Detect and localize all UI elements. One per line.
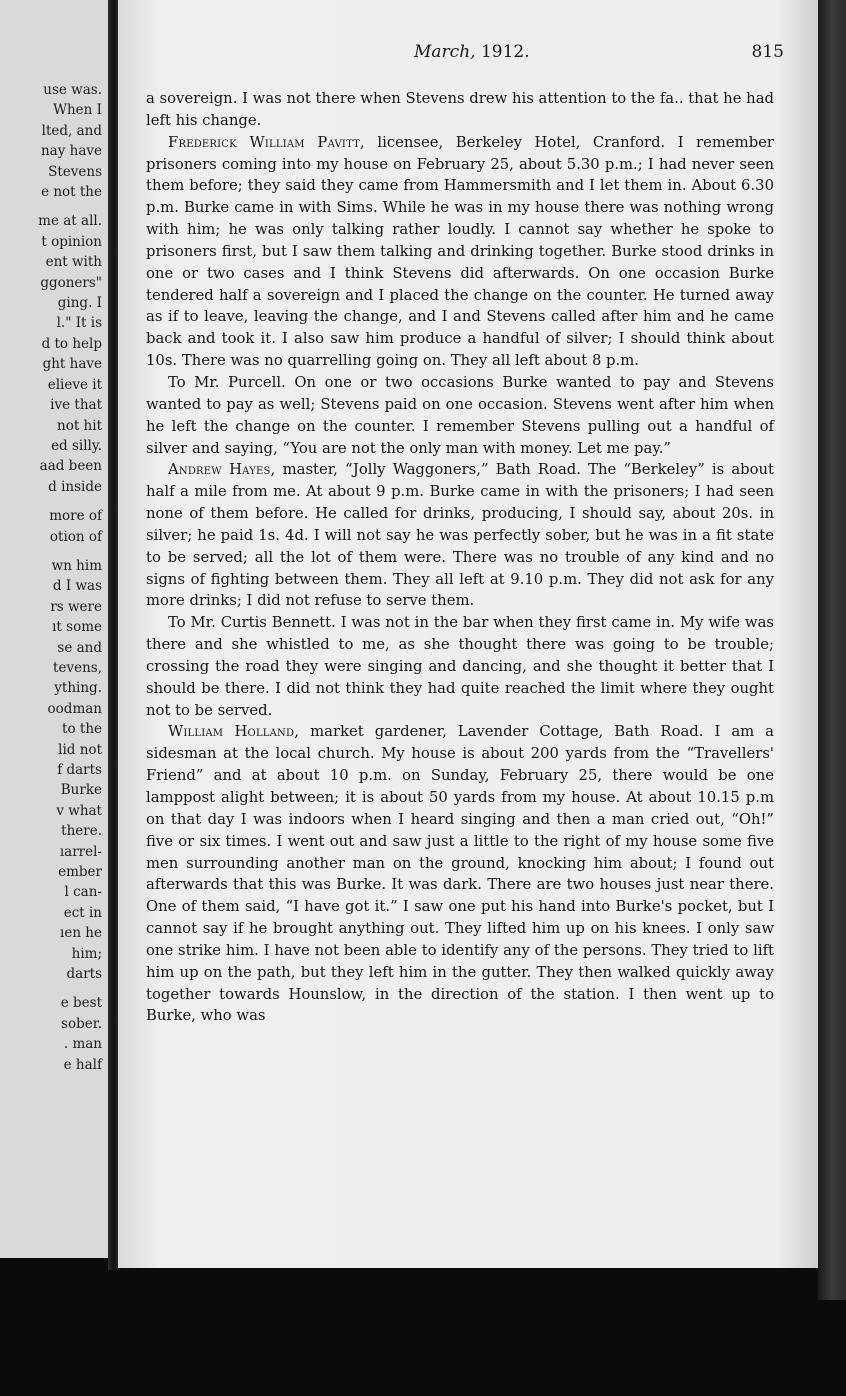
margin-line: e half (63, 1056, 102, 1073)
witness-name: Frederick William Pavitt, (168, 133, 365, 151)
margin-line: ght have (42, 356, 102, 373)
margin-line: ything. (54, 680, 102, 697)
margin-line: ive that (50, 397, 102, 414)
paragraph (146, 372, 774, 459)
margin-line: e not the (41, 184, 102, 201)
margin-line: v what (56, 802, 102, 819)
paragraph (146, 459, 774, 612)
paragraph (146, 132, 774, 372)
margin-line: . man (63, 1036, 102, 1053)
margin-line: ent with (45, 254, 102, 271)
page-number: 815 (751, 42, 784, 62)
margin-gap (0, 547, 102, 556)
margin-line: l." It is (56, 315, 102, 332)
margin-line: When I (53, 102, 102, 119)
margin-line: more of (49, 508, 102, 525)
margin-line: me at all. (38, 213, 102, 230)
paragraph (146, 612, 774, 721)
scanner-edge-shadow (818, 0, 846, 1300)
page-header (142, 42, 794, 70)
facing-page-margin-text (0, 80, 102, 1075)
margin-line: wn him (51, 557, 102, 574)
margin-line: ging. I (57, 295, 102, 312)
margin-gap (0, 984, 102, 993)
margin-line: d I was (52, 578, 102, 595)
margin-line: lid not (58, 741, 102, 758)
margin-line: ed silly. (51, 437, 102, 454)
margin-line: l can- (64, 884, 102, 901)
witness-name: Andrew Hayes, (168, 461, 276, 479)
margin-line: sober. (61, 1015, 102, 1032)
margin-line: nay have (40, 143, 102, 160)
witness-name: William Holland, (168, 723, 300, 741)
margin-line: ıen he (60, 925, 102, 942)
main-page (118, 0, 818, 1268)
margin-line: ıt some (52, 619, 102, 636)
paragraph (146, 88, 774, 132)
margin-line: him; (71, 945, 102, 962)
margin-line: Stevens (48, 163, 102, 180)
paragraph-text: market gardener, Lavender Cottage, Bath Road. I am a sidesman at the local church. My house is about 200 yards from the “Travellers' Friend” and at about 10 p.m. on Sunday, February 25, there would be one lamppost alight between; it is about 50 yards from my house. At about 10.15 p.m on that day I was indoors when I heard singing and then a man cried out, “Oh!” five or six times. I went out and saw just a little to the right of my house some five men surrounding another man on the ground, knocking him about; I found out afterwards that this was Burke. It was dark. There are two houses just near there. One of them said, “I have got it.” I saw one put his hand into Burke's pocket, but I cannot say if he brought anything out. They lifted him up on his knees. I only saw one strike him. I have not been able to identify any of the persons. They tried to lift him up on the path, but they left him in the gutter. They then walked quickly away together towards Hounslow, in the direction of the station. I then went up to Burke, who was (146, 723, 774, 1025)
paragraph-text: To Mr. Purcell. On one or two occasions Burke wanted to pay and Stevens wanted to pay as well; Stevens paid on one occasion. Stevens went after him when he left the change on the counter. I remember Stevens pulling out a handful of silver and saying, “You are not the only man with money. Let me pay.” (146, 373, 774, 457)
margin-line: darts (66, 966, 102, 983)
body-text (146, 88, 774, 1027)
margin-line: d inside (48, 478, 102, 495)
running-head (414, 42, 530, 62)
margin-line: aad been (39, 458, 102, 475)
margin-line: not hit (57, 417, 102, 434)
margin-line: ıarrel- (59, 843, 102, 860)
margin-gap (0, 202, 102, 211)
paragraph (146, 721, 774, 1027)
margin-line: d to help (41, 335, 102, 352)
margin-line: oodman (47, 700, 102, 717)
paragraph-text: master, “Jolly Waggoners,” Bath Road. The “Berkeley” is about half a mile from me. At about 9 p.m. Burke came in with the prisoners; I had seen none of them before. He called for drinks, producing, I should say, about 20s. in silver; he paid 1s. 4d. I will not say he was perfectly sober, but he was in a fit state to be served; all the lot of them were. There was no trouble of any kind and no signs of fighting between them. They all left at 9.10 p.m. They did not ask for any more drinks; I did not refuse to serve them. (146, 461, 774, 610)
paragraph-text: To Mr. Curtis Bennett. I was not in the bar when they first came in. My wife was there and she whistled to me, as she thought there was going to be trouble; crossing the road they were singing and dancing, and she thought it better that I should be there. I did not think they had quite reached the limit where they ought not to be served. (146, 614, 774, 719)
margin-line: there. (61, 823, 102, 840)
margin-line: otion of (49, 528, 102, 545)
margin-gap (0, 497, 102, 506)
paragraph-text: a sovereign. I was not there when Stevens drew his attention to the fa.. that he had left his change. (146, 90, 774, 129)
running-head-year: 1912. (480, 42, 530, 62)
margin-line: elieve it (47, 376, 102, 393)
margin-line: lted, and (41, 122, 102, 139)
margin-line: e best (60, 995, 102, 1012)
facing-page-fragment (0, 0, 111, 1258)
margin-line: ect in (63, 904, 102, 921)
margin-line: se and (57, 639, 102, 656)
margin-line: to the (62, 721, 102, 738)
margin-line: f darts (57, 762, 102, 778)
running-head-month: March, (414, 42, 476, 62)
margin-line: tevens, (53, 659, 102, 676)
margin-line: use was. (43, 82, 102, 98)
paragraph-text: licensee, Berkeley Hotel, Cranford. I remember prisoners coming into my house on February 25, about 5.30 p.m.; I had never seen them before; they said they came from Hammersmith and I let them in. About 6.30 p.m. Burke came in with Sims. While he was in my house there was nothing wrong with him; he was only talking rather loudly. I cannot say whether he spoke to prisoners first, but I saw them talking and drinking together. Burke stood drinks in one or two cases and I think Stevens did afterwards. On one occasion Burke tendered half a sovereign and I placed the change on the counter. He turned away as if to leave, leaving the change, and I and Stevens called after him and he came back and took it. I also saw him produce a handful of silver; I should think about 10s. There was no quarrelling going on. They all left about 8 p.m. (146, 133, 774, 370)
margin-line: ggoners" (40, 274, 102, 291)
book-gutter (108, 0, 118, 1270)
margin-line: Burke (60, 782, 102, 799)
margin-line: rs were (50, 598, 102, 615)
margin-line: ember (58, 864, 102, 881)
margin-line: t opinion (41, 233, 102, 250)
